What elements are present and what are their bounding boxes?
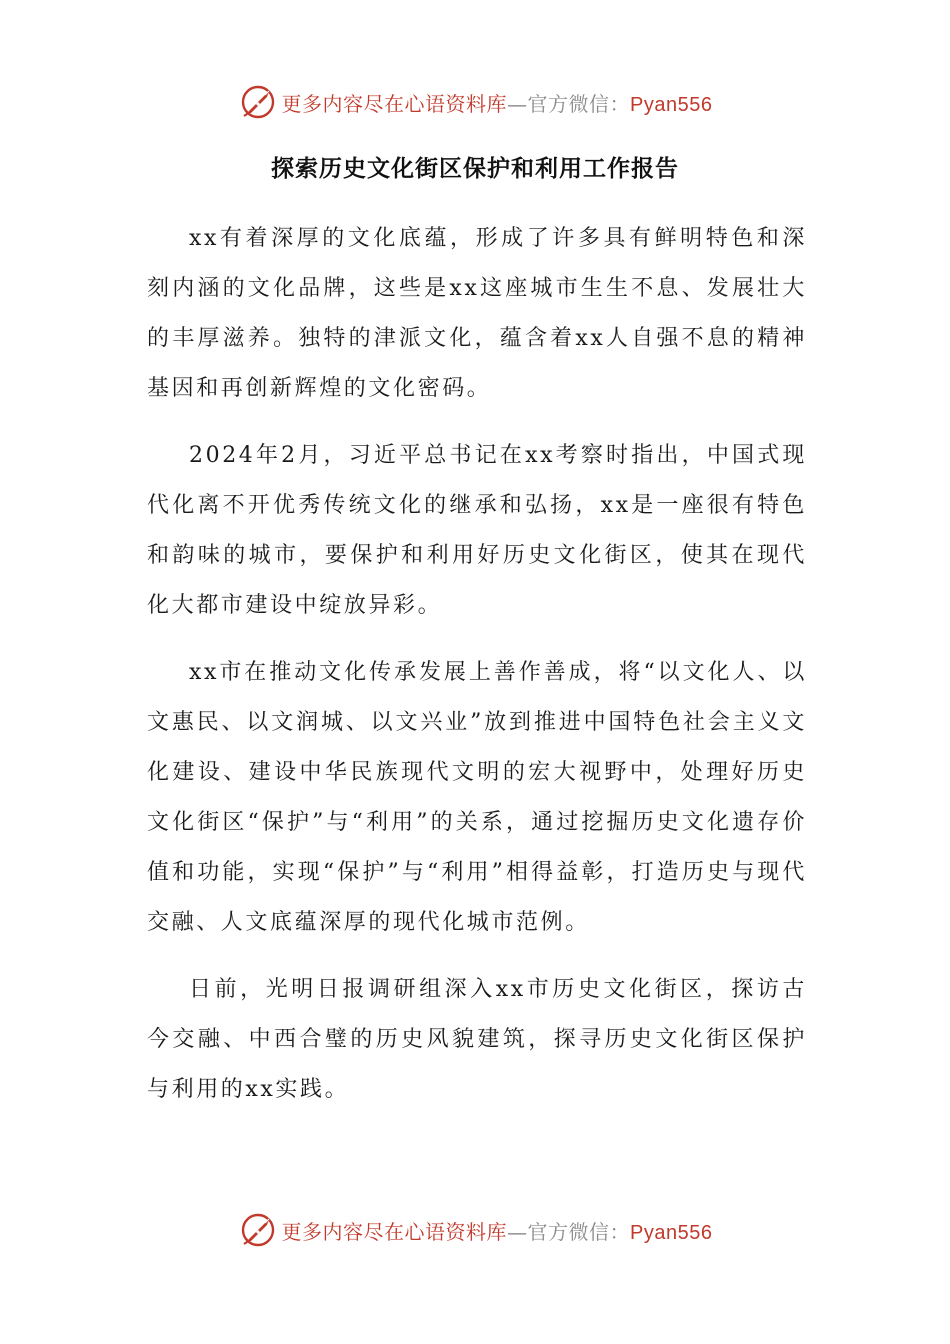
footer-banner	[0, 1208, 950, 1252]
paragraph: 2024年2月，习近平总书记在xx考察时指出，中国式现代化离不开优秀传统文化的继承和弘扬，xx是一座很有特色和韵味的城市，要保护和利用好历史文化街区，使其在现代化大都市建设中绽放异彩。	[147, 443, 807, 618]
paragraph: 日前，光明日报调研组深入xx市历史文化街区，探访古今交融、中西合璧的历史风貌建筑，探寻历史文化街区保护与利用的xx实践。	[147, 977, 807, 1102]
banner-wechat-id: Pyan556	[630, 93, 713, 116]
banner-wechat-label: 官方微信：	[527, 91, 631, 116]
pen-nib-logo-icon	[238, 82, 278, 122]
document-body	[147, 214, 807, 1132]
banner-dash: —	[507, 91, 528, 116]
document-title: 探索历史文化街区保护和利用工作报告	[271, 156, 679, 182]
paragraph: xx有着深厚的文化底蕴，形成了许多具有鲜明特色和深刻内涵的文化品牌，这些是xx这座城市生生不息、发展壮大的丰厚滋养。独特的津派文化，蕴含着xx人自强不息的精神基因和再创新辉煌的文化密码。	[147, 226, 807, 401]
banner-site-name: 更多内容尽在心语资料库	[281, 91, 508, 116]
pen-nib-logo-icon	[238, 1210, 278, 1250]
banner-wechat-id: Pyan556	[630, 1221, 713, 1244]
banner-text	[282, 1216, 713, 1245]
banner-dash: —	[507, 1219, 528, 1244]
banner-wechat-label: 官方微信：	[527, 1219, 631, 1244]
banner-site-name: 更多内容尽在心语资料库	[281, 1219, 508, 1244]
banner-text	[282, 88, 713, 117]
paragraph: xx市在推动文化传承发展上善作善成，将“以文化人、以文惠民、以文润城、以文兴业”放到推进中国特色社会主义文化建设、建设中华民族现代文明的宏大视野中，处理好历史文化街区“保护”与“利用”的关系，通过挖掘历史文化遗存价值和功能，实现“保护”与“利用”相得益彰，打造历史与现代交融、人文底蕴深厚的现代化城市范例。	[147, 660, 807, 935]
header-banner	[0, 80, 950, 124]
